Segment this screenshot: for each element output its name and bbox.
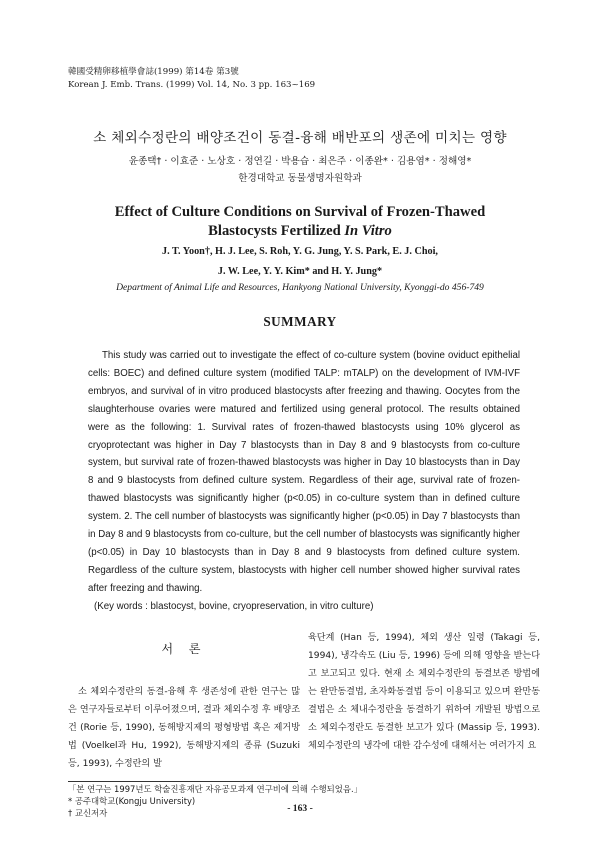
footnote-funding: 「본 연구는 1997년도 학술진흥재단 자유공모과제 연구비에 의해 수행되었음.」 bbox=[68, 784, 362, 794]
english-authors bbox=[0, 242, 600, 282]
korean-authors: 윤종택† · 이효준 · 노상호 · 정연길 · 박용습 · 최은주 · 이종완* · 김용염* · 정해영* bbox=[128, 156, 472, 167]
english-title-italic: In Vitro bbox=[344, 223, 392, 239]
korean-title: 소 체외수정란의 배양조건이 동결-융해 배반포의 생존에 미치는 영향 bbox=[93, 130, 507, 146]
english-title-line2-prefix: Blastocysts Fertilized bbox=[208, 223, 345, 239]
intro-left-column bbox=[68, 683, 300, 773]
intro-left-text: 소 체외수정란의 동결-융해 후 생존성에 관한 연구는 많은 연구자들로부터 이루어졌으며, 결과 체외수정 후 배양조건 (Rorie 등, 1990), 동해방지제의 평형방법 혹은 제거방법 (Voelkel과 Hu, 1992), 동해방지제의 종류 (Suzuki 등, 1993), 수정란의 발 bbox=[68, 687, 300, 769]
department-affiliation: Department of Animal Life and Resources, Hankyong National University, Kyonggi-do 456-749 bbox=[116, 282, 484, 293]
english-title bbox=[0, 203, 600, 241]
page-number: - 163 - bbox=[287, 803, 313, 814]
footnotes bbox=[68, 783, 362, 820]
abstract bbox=[88, 347, 520, 616]
intro-right-column bbox=[308, 629, 540, 755]
intro-heading: 서 론 bbox=[161, 642, 207, 656]
english-title-line2 bbox=[0, 222, 600, 241]
footnote-corresponding: † 교신저자 bbox=[68, 808, 108, 819]
footnote-divider bbox=[68, 781, 298, 782]
english-authors-line1: J. T. Yoon†, H. J. Lee, S. Roh, Y. G. Jung, Y. S. Park, E. J. Choi, bbox=[162, 246, 438, 257]
journal-header bbox=[68, 66, 315, 92]
korean-affiliation: 한경대학교 동물생명자원학과 bbox=[238, 173, 362, 184]
english-authors-line2: J. W. Lee, Y. Y. Kim* and H. Y. Jung* bbox=[217, 266, 383, 277]
english-title-line1: Effect of Culture Conditions on Survival of Frozen-Thawed bbox=[114, 204, 486, 220]
abstract-keywords: (Key words : blastocyst, bovine, cryopreservation, in vitro culture) bbox=[94, 600, 374, 612]
footnote-kongju: * 공주대학교(Kongju University) bbox=[68, 796, 196, 807]
abstract-body: This study was carried out to investigate the effect of co-culture system (bovine oviduct epithelial cells: BOEC) and defined culture system (modified TALP: mTALP) on the development of IVM-IVF embryos, and survival of in vitro produced blastocysts after freezing and thawing. Oocytes from the slaughterhouse ovaries were matured and fertilized using general protocol. The results obtained were as the following: 1. Survival rates of frozen-thawed blastocysts using 10% glycerol as cryoprotectant was higher in Day 7 blastocysts than in Day 8 and 9 blastocysts from co-culture system, but survival rate of frozen-thawed blastocysts was higher in Day 10 blastocysts than in Day 8 and 9 blastocysts from defined culture system. Regardless of their age, survival rate of frozen-thawed blastocysts was significantly higher (p<0.05) in co-culture system than in defined culture system. 2. The cell number of blastocysts was significantly higher (p<0.05) in Day 7 blastocysts than in Day 8 and 9 blastocysts from co-culture, but the cell number of blastocysts was significantly higher (p<0.05) in Day 10 blastocysts than in Day 8 and 9 blastocysts from defined culture system. Regardless of the culture system, blastocysts with higher cell number showed higher survival rates after freezing and thawing. bbox=[88, 350, 520, 594]
journal-line-ko: 韓國受精卵移植學會誌(1999) 第14卷 第3號 bbox=[68, 67, 239, 77]
summary-heading: SUMMARY bbox=[263, 314, 337, 329]
journal-line-en: Korean J. Emb. Trans. (1999) Vol. 14, No. 3 pp. 163~169 bbox=[68, 80, 316, 90]
intro-right-text: 육단계 (Han 등, 1994), 체외 생산 일령 (Takagi 등, 1994), 냉각속도 (Liu 등, 1996) 등에 의해 영향을 받는다고 보고되고 있다. 현재 소 체외수정란의 동결보존 방법에는 완만동결법, 초자화동결법 등이 이용되고 있으며 완만동결법은 소 체내수정란을 동결하기 위하여 개발된 방법으로 소 체외수정란도 동결한 보고가 있다 (Massip 등, 1993). 체외수정란의 냉각에 대한 감수성에 대해서는 여러가지 요 bbox=[308, 633, 540, 751]
